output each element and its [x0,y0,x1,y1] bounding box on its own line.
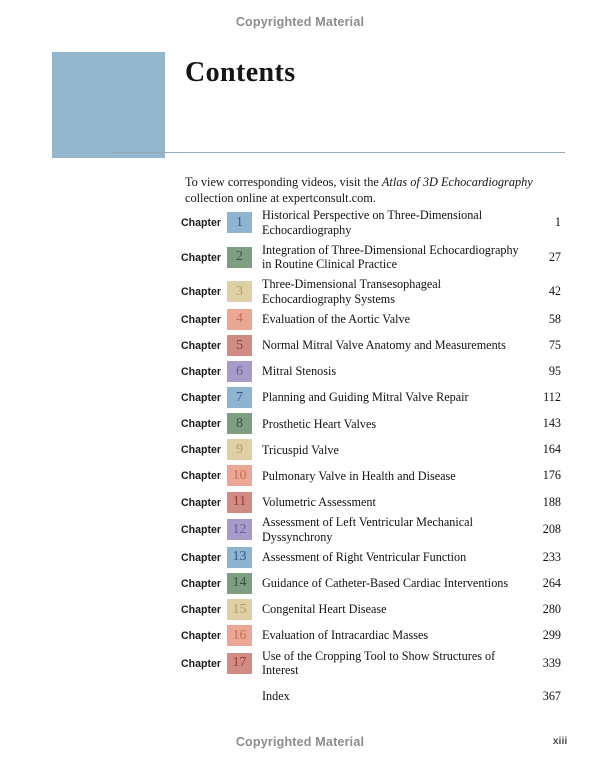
toc-row[interactable] [181,489,561,515]
chapter-title[interactable]: Prosthetic Heart Valves [262,416,377,431]
chapter-title[interactable]: Mitral Stenosis [262,364,337,379]
chapter-page-number: 233 [542,549,561,564]
chapter-label: Chapter [181,604,222,617]
chapter-label: Chapter [181,392,222,405]
chapter-title[interactable]: Assessment of Left Ventricular Mechanical Dyssynchrony [262,515,473,544]
chapter-label: Chapter [181,551,222,564]
chapter-page-number: 75 [548,338,561,353]
chapter-number-badge: 16 [227,625,252,646]
chapter-number-badge: 10 [227,465,252,486]
chapter-title[interactable]: Integration of Three-Dimensional Echocardiography in Routine Clinical Practice [262,242,519,272]
chapter-number-badge: 1 [227,212,252,233]
index-page-number: 367 [542,689,561,704]
chapter-title[interactable]: Tricuspid Valve [262,442,339,457]
index-label[interactable]: Index [262,689,290,704]
chapter-page-number: 176 [542,468,561,483]
chapter-label: Chapter [181,286,222,299]
chapter-label: Chapter [181,313,222,326]
chapter-number-badge: 7 [227,387,252,408]
toc-row[interactable] [181,515,561,544]
toc-row[interactable] [181,237,561,277]
toc-row[interactable] [181,277,561,306]
intro-text-after: collection online at expertconsult.com. [185,190,376,205]
chapter-page-number: 299 [542,628,561,643]
chapter-title[interactable]: Planning and Guiding Mitral Valve Repair [262,390,469,405]
toc-row[interactable] [181,359,561,385]
chapter-page-number: 208 [542,522,561,537]
toc-row[interactable] [181,544,561,570]
chapter-title[interactable]: Congenital Heart Disease [262,602,387,617]
chapter-page-number: 58 [548,311,561,326]
chapter-number-badge: 17 [227,653,252,674]
toc-row[interactable] [181,306,561,332]
toc-row[interactable] [181,570,561,596]
page-folio: xiii [552,735,568,747]
chapter-number-badge: 12 [227,519,252,540]
chapter-label: Chapter [181,470,222,483]
chapter-label: Chapter [181,251,222,264]
chapter-page-number: 95 [548,364,561,379]
chapter-number-badge: 11 [227,492,252,513]
chapter-number-badge: 8 [227,413,252,434]
chapter-title[interactable]: Historical Perspective on Three-Dimensional Echocardiography [262,208,483,237]
chapter-page-number: 1 [554,215,561,230]
watermark-top: Copyrighted Material [235,15,365,29]
chapter-number-badge: 6 [227,361,252,382]
chapter-label: Chapter [181,496,222,509]
chapter-label: Chapter [181,657,222,670]
chapter-title[interactable]: Pulmonary Valve in Health and Disease [262,468,456,483]
chapter-label: Chapter [181,577,222,590]
chapter-number-badge: 13 [227,547,252,568]
chapter-title[interactable]: Use of the Cropping Tool to Show Structures of Interest [262,648,496,678]
chapter-page-number: 27 [548,249,561,264]
toc-row[interactable] [181,597,561,623]
chapter-title[interactable]: Guidance of Catheter-Based Cardiac Interventions [262,576,509,591]
watermark-bottom: Copyrighted Material [235,735,365,749]
intro-text-before: To view corresponding videos, visit the [185,175,382,189]
chapter-label: Chapter [181,340,222,353]
chapter-label: Chapter [181,630,222,643]
toc-row[interactable] [181,411,561,437]
toc-row[interactable] [181,437,561,463]
chapter-label: Chapter [181,217,222,230]
intro-note [185,175,563,206]
toc-row[interactable] [181,385,561,411]
chapter-title[interactable]: Evaluation of the Aortic Valve [262,312,411,327]
chapter-number-badge: 15 [227,599,252,620]
header-divider-rule [110,152,565,153]
decorative-square [52,52,165,158]
toc-row[interactable] [181,623,561,649]
toc-row[interactable] [181,208,561,237]
chapter-number-badge: 2 [227,247,252,268]
chapter-title[interactable]: Assessment of Right Ventricular Function [262,550,467,565]
chapter-label: Chapter [181,524,222,537]
index-row[interactable] [181,684,561,710]
chapter-number-badge: 14 [227,573,252,594]
chapter-number-badge: 3 [227,281,252,302]
table-of-contents [181,208,561,710]
chapter-label: Chapter [181,444,222,457]
chapter-page-number: 164 [542,442,561,457]
chapter-page-number: 112 [543,390,561,405]
chapter-number-badge: 5 [227,335,252,356]
chapter-number-badge: 4 [227,309,252,330]
chapter-label: Chapter [181,418,222,431]
chapter-page-number: 280 [542,602,561,617]
chapter-title[interactable]: Normal Mitral Valve Anatomy and Measurements [262,338,506,353]
toc-row[interactable] [181,463,561,489]
intro-book-title: Atlas of 3D Echocardiography [381,175,533,189]
chapter-title[interactable]: Three-Dimensional Transesophageal Echocardiography Systems [262,277,442,306]
chapter-page-number: 264 [542,575,561,590]
chapter-page-number: 188 [542,494,561,509]
chapter-label: Chapter [181,366,222,379]
chapter-title[interactable]: Volumetric Assessment [262,494,376,509]
chapter-number-badge: 9 [227,439,252,460]
chapter-title[interactable]: Evaluation of Intracardiac Masses [262,628,429,643]
chapter-page-number: 339 [542,655,561,670]
page-title: Contents [185,57,296,88]
toc-row[interactable] [181,332,561,358]
toc-row[interactable] [181,649,561,678]
chapter-page-number: 42 [548,284,561,299]
chapter-page-number: 143 [542,416,561,431]
